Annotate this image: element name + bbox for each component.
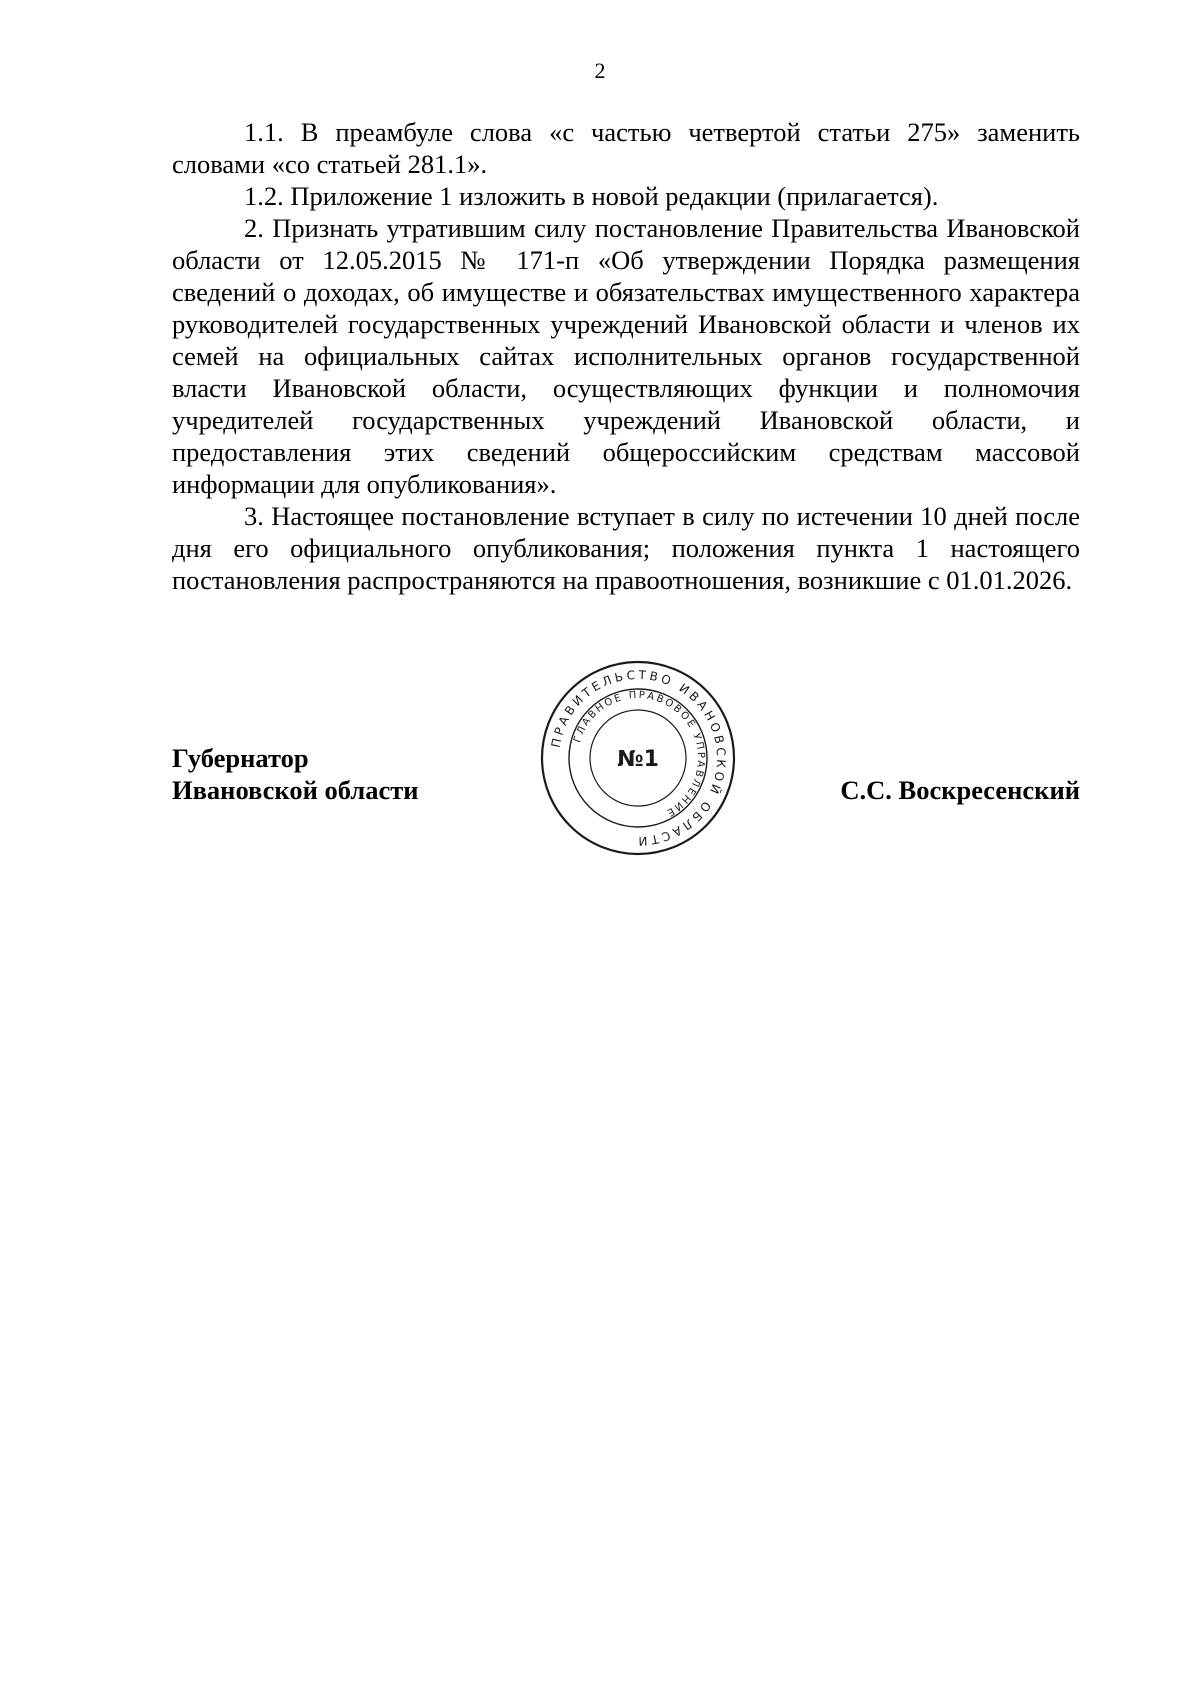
paragraph-2: 2. Признать утратившим силу постановление Правительства Ивановской области от 12.05.2015 № 171-п «Об утверждении Порядка размещения сведений о доходах, об имуществе и обязательствах имущественного характера руководителей государственных учреждений Ивановской области и членов их семей на официальных сайтах исполнительных органов государственной власти Ивановской области, осуществляющих функции и полномочия учредителей государственных учреждений Ивановской области, и предоставления этих сведений общероссийским средствам массовой информации для опубликования». [172,213,1080,499]
stamp-outer-text: ПРАВИТЕЛЬСТВО ИВАНОВСКОЙ ОБЛАСТИ [548,667,729,849]
official-stamp [538,658,738,858]
page-number: 2 [594,58,606,83]
signatory-title: Губернатор [172,743,309,773]
stamp-center-number: №1 [617,747,659,772]
paragraph-3: 3. Настоящее постановление вступает в силу по истечении 10 дней после дня его официального опубликования; положения пункта 1 настоящего постановления распространяются на правоотношения, возникшие с 01.01.2026. [172,501,1080,595]
signatory-region: Ивановской области [172,775,419,805]
signatory-position [172,742,419,806]
paragraph-1-1: 1.1. В преамбуле слова «с частью четвертой статьи 275» заменить словами «со статьей 281.1». [172,117,1080,179]
stamp-inner-text: ГЛАВНОЕ ПРАВОВОЕ УПРАВЛЕНИЕ [572,689,707,819]
document-body [172,116,1080,596]
paragraph-1-2: 1.2. Приложение 1 изложить в новой редакции (прилагается). [244,181,939,211]
signatory-name: С.С. Воскресенский [840,775,1080,805]
